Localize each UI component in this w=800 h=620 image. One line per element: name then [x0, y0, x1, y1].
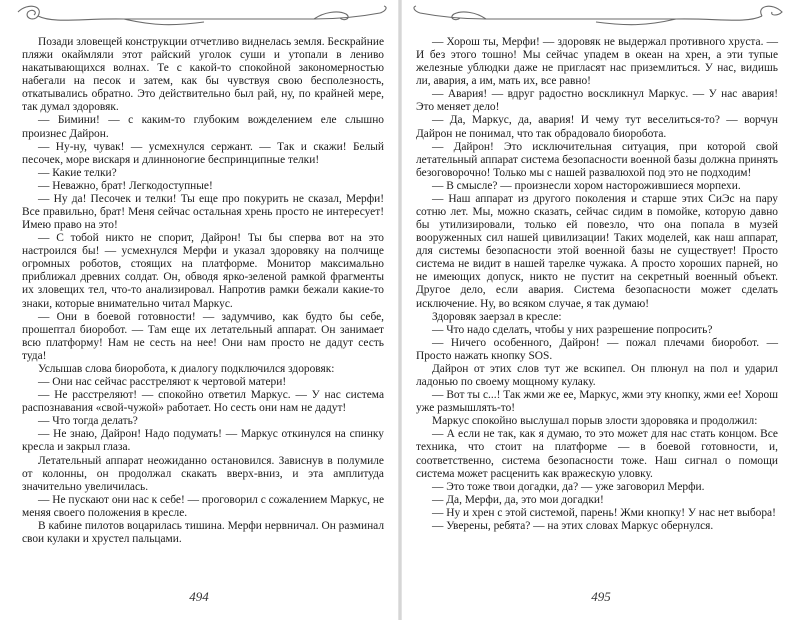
paragraph: — Бимини! — с каким-то глубоким вожделением еле слышно произнес Дайрон. — [22, 114, 384, 140]
paragraph: — В смысле? — произнесли хором насторожившиеся морпехи. — [432, 179, 741, 192]
paragraph: Услышав слова биоробота, к диалогу подключился здоровяк: — [38, 362, 335, 375]
paragraph: — А если не так, как я думаю, то это может для нас стать концом. Все техника, что стоит на платформе — в боевой готовности, и, соответственно, система безопасности тоже. Наш сигнал о помощи система может расценить как вражескую уловку. — [416, 428, 778, 480]
paragraph: — Да, Маркус, да, авария! И чему тут веселиться-то? — ворчун Дайрон не понимал, что так обрадовало биоробота. — [416, 114, 778, 140]
paragraph: — Дайрон! Это исключительная ситуация, при которой свой летательный аппарат система безопасности военной базы должна принять безоговорочно! Только мы с нашей развалюхой под это не подходим! — [416, 140, 778, 179]
right-page-text — [416, 36, 778, 533]
paragraph: — Уверены, ребята? — на этих словах Маркус обернулся. — [432, 519, 714, 532]
paragraph: — Ну и хрен с этой системой, парень! Жми кнопку! У нас нет выбора! — [432, 506, 776, 519]
paragraph: Летательный аппарат неожиданно остановился. Зависнув в полумиле от колонны, он продолжал скакать вверх-вниз, и эта амплитуда значительно увеличилась. — [22, 454, 384, 493]
paragraph: — С тобой никто не спорит, Дайрон! Ты бы сперва вот на это настроился бы! — усмехнулся Мерфи и указал здоровяку на полчище огромных роботов, стоящих на платформе. Монитор максимально приближал древних солдат. Он, обводя ярко-зеленой рамкой фрагменты их зловещих тел, что-то анализировал. Напротив рамки бежали какие-то знаки, которые внимательно читал Маркус. — [22, 232, 384, 310]
header-ornament-left — [14, 4, 390, 30]
paragraph: Дайрон от этих слов тут же вскипел. Он плюнул на пол и ударил ладонью по своему мощному кулаку. — [416, 362, 778, 389]
page-number-right: 495 — [591, 589, 611, 604]
paragraph: — Они в боевой готовности! — задумчиво, как будто бы себе, прошептал биоробот. — Там еще их летательный аппарат. Он занимает всю платформу! Нам не сесть на нее! Они нам просто не дадут сесть туда! — [22, 310, 384, 362]
paragraph: В кабине пилотов воцарилась тишина. Мерфи нервничал. Он разминал свои кулаки и хрустел пальцами. — [22, 519, 384, 545]
paragraph: — Это тоже твои догадки, да? — уже заговорил Мерфи. — [432, 480, 705, 493]
paragraph: — Да, Мерфи, да, это мои догадки! — [432, 493, 604, 506]
header-ornament-right — [410, 4, 786, 30]
paragraph: Позади зловещей конструкции отчетливо виднелась земля. Бескрайние пляжи окаймляли этот райский уголок суши и утопали в лениво накатывающихся волнах. Те с какой-то спокойной закономерностью набегали на песок и затем, как бы чувствуя свою бесполезность, откатывались обратно. Это действительно был рай, ну, по крайней мере, так думал здоровяк. — [22, 36, 384, 114]
left-page-text — [22, 36, 384, 546]
paragraph: — Не знаю, Дайрон! Надо подумать! — Маркус откинулся на спинку кресла и закрыл глаза. — [22, 428, 384, 454]
paragraph: — Хорош ты, Мерфи! — здоровяк не выдержал противного хруста. — И без этого тошно! Мы сейчас упадем в океан на хрен, а эти тупые железные ублюдки даже не пригласят нас приземлиться. У нас, видишь ли, авария, а им, мать их, все равно! — [416, 36, 778, 88]
paragraph: — Ну-ну, чувак! — усмехнулся сержант. — Так и скажи! Белый песочек, море вискаря и длинноногие беспринципные телки! — [22, 140, 384, 166]
paragraph: — Что надо сделать, чтобы у них разрешение попросить? — [432, 323, 713, 336]
paragraph: — Какие телки? — [38, 166, 117, 179]
paragraph: — Ну да! Песочек и телки! Ты еще про покурить не сказал, Мерфи! Все правильно, брат! Меня сейчас остальная хрень просто не интересует! Имею право на это! — [22, 192, 384, 232]
paragraph: — Вот ты с...! Так жми же ее, Маркус, жми эту кнопку, жми ее! Хорош уже размышлять-то! — [416, 389, 778, 415]
paragraph: Здоровяк заерзал в кресле: — [432, 310, 562, 323]
paragraph: — Авария! — вдруг радостно воскликнул Маркус. — У нас авария! Это меняет дело! — [416, 88, 778, 114]
paragraph: — Не пускают они нас к себе! — проговорил с сожалением Маркус, не меняя своего положения в кресле. — [22, 493, 384, 519]
page-number-left: 494 — [189, 589, 209, 604]
paragraph: Маркус спокойно выслушал порыв злости здоровяка и продолжил: — [432, 415, 758, 428]
paragraph: — Что тогда делать? — [38, 415, 138, 428]
left-page — [0, 0, 398, 620]
paragraph: — Ничего особенного, Дайрон! — пожал плечами биоробот. — Просто нажать кнопку SOS. — [416, 336, 778, 362]
paragraph: — Они нас сейчас расстреляют к чертовой матери! — [38, 376, 287, 389]
paragraph: — Не расстреляют! — спокойно ответил Маркус. — У нас система распознавания «свой-чужой» работает. Но сесть они нам не дадут! — [22, 389, 384, 415]
paragraph: — Наш аппарат из другого поколения и старше этих СиЭс на пару сотню лет. Мы, можно сказать, сейчас сидим в помойке, которую давно бы утилизировали, только ей повезло, что она попала в музей вооруженных сил нашей цивилизации! Таких моделей, как наш аппарат, для системы безопасности этой военной базы не существует! Просто система не видит в нашей тарелке чужака. А просто хороших парней, но не имеющих допуск, никто не пустит на секретный военный объект. Другое дело, если авария. Система безопасности может сделать исключение. Ну, во всяком случае, я так думаю! — [416, 192, 778, 310]
right-page — [402, 0, 800, 620]
paragraph: — Неважно, брат! Легкодоступные! — [38, 179, 213, 192]
